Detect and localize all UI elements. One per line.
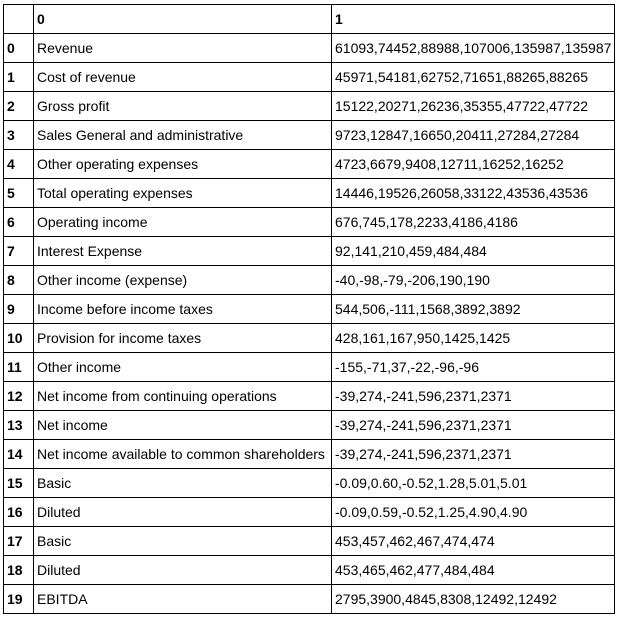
row-index: 3 [4, 121, 34, 150]
table-header-row [4, 5, 615, 34]
row-index: 11 [4, 353, 34, 382]
row-label-cell: Diluted [34, 556, 332, 585]
row-label-cell: Gross profit [34, 92, 332, 121]
row-label-cell: Provision for income taxes [34, 324, 332, 353]
row-index: 2 [4, 92, 34, 121]
table-row [4, 469, 615, 498]
row-values-cell: -0.09,0.60,-0.52,1.28,5.01,5.01 [332, 469, 615, 498]
row-label-cell: Cost of revenue [34, 63, 332, 92]
table-row [4, 498, 615, 527]
row-values-cell: -39,274,-241,596,2371,2371 [332, 440, 615, 469]
table-row [4, 179, 615, 208]
row-values-cell: -39,274,-241,596,2371,2371 [332, 382, 615, 411]
table-body [4, 34, 615, 614]
table-row [4, 34, 615, 63]
row-label-cell: Revenue [34, 34, 332, 63]
row-label-cell: Sales General and administrative [34, 121, 332, 150]
row-index: 17 [4, 527, 34, 556]
table-row [4, 63, 615, 92]
column-header-1: 1 [332, 5, 615, 34]
row-values-cell: -39,274,-241,596,2371,2371 [332, 411, 615, 440]
row-index: 4 [4, 150, 34, 179]
row-label-cell: Net income from continuing operations [34, 382, 332, 411]
table-row [4, 527, 615, 556]
row-label-cell: Operating income [34, 208, 332, 237]
row-label-cell: Diluted [34, 498, 332, 527]
row-label-cell: EBITDA [34, 585, 332, 614]
row-values-cell: 428,161,167,950,1425,1425 [332, 324, 615, 353]
row-values-cell: 92,141,210,459,484,484 [332, 237, 615, 266]
row-index: 10 [4, 324, 34, 353]
row-values-cell: 45971,54181,62752,71651,88265,88265 [332, 63, 615, 92]
row-label-cell: Basic [34, 469, 332, 498]
column-header-0: 0 [34, 5, 332, 34]
table-row [4, 92, 615, 121]
table-row [4, 440, 615, 469]
row-index: 19 [4, 585, 34, 614]
row-values-cell: 676,745,178,2233,4186,4186 [332, 208, 615, 237]
table-row [4, 295, 615, 324]
row-values-cell: 15122,20271,26236,35355,47722,47722 [332, 92, 615, 121]
row-values-cell: -40,-98,-79,-206,190,190 [332, 266, 615, 295]
table-row [4, 411, 615, 440]
row-label-cell: Other income (expense) [34, 266, 332, 295]
row-index: 15 [4, 469, 34, 498]
row-label-cell: Basic [34, 527, 332, 556]
row-values-cell: 2795,3900,4845,8308,12492,12492 [332, 585, 615, 614]
row-values-cell: 544,506,-111,1568,3892,3892 [332, 295, 615, 324]
row-label-cell: Net income [34, 411, 332, 440]
row-label-cell: Total operating expenses [34, 179, 332, 208]
row-index: 13 [4, 411, 34, 440]
table-row [4, 208, 615, 237]
row-index: 5 [4, 179, 34, 208]
row-label-cell: Other operating expenses [34, 150, 332, 179]
table-row [4, 121, 615, 150]
row-values-cell: -155,-71,37,-22,-96,-96 [332, 353, 615, 382]
row-index: 7 [4, 237, 34, 266]
table-row [4, 353, 615, 382]
row-index: 8 [4, 266, 34, 295]
table-row [4, 266, 615, 295]
row-index: 14 [4, 440, 34, 469]
table-row [4, 585, 615, 614]
row-values-cell: 453,457,462,467,474,474 [332, 527, 615, 556]
row-index: 12 [4, 382, 34, 411]
row-values-cell: 14446,19526,26058,33122,43536,43536 [332, 179, 615, 208]
index-column-header [4, 5, 34, 34]
row-label-cell: Interest Expense [34, 237, 332, 266]
row-label-cell: Other income [34, 353, 332, 382]
row-values-cell: 453,465,462,477,484,484 [332, 556, 615, 585]
row-label-cell: Income before income taxes [34, 295, 332, 324]
row-label-cell: Net income available to common shareholders [34, 440, 332, 469]
row-values-cell: 4723,6679,9408,12711,16252,16252 [332, 150, 615, 179]
row-index: 9 [4, 295, 34, 324]
table-row [4, 382, 615, 411]
row-values-cell: -0.09,0.59,-0.52,1.25,4.90,4.90 [332, 498, 615, 527]
row-index: 1 [4, 63, 34, 92]
row-index: 18 [4, 556, 34, 585]
table-row [4, 556, 615, 585]
table-row [4, 237, 615, 266]
row-values-cell: 9723,12847,16650,20411,27284,27284 [332, 121, 615, 150]
row-index: 6 [4, 208, 34, 237]
table-row [4, 150, 615, 179]
row-index: 0 [4, 34, 34, 63]
income-statement-table [3, 4, 615, 614]
row-index: 16 [4, 498, 34, 527]
table-row [4, 324, 615, 353]
row-values-cell: 61093,74452,88988,107006,135987,135987 [332, 34, 615, 63]
